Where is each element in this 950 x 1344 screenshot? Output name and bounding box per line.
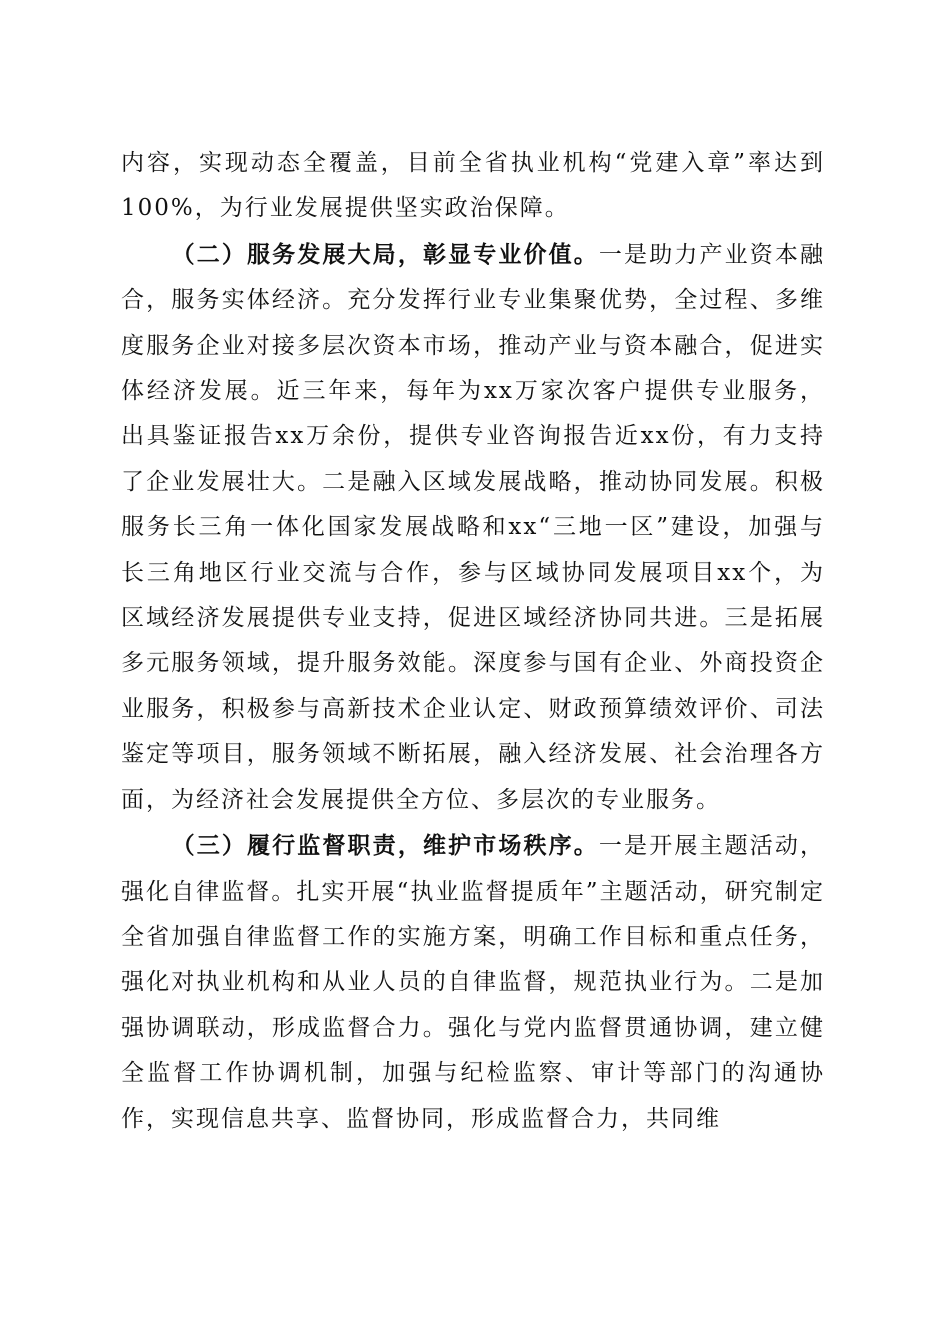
document-body: [121, 141, 825, 1142]
paragraph-text: 内容，实现动态全覆盖，目前全省执业机构“党建入章”率达到100%，为行业发展提供坚实政治保障。: [121, 150, 825, 222]
paragraph-text: 一是开展主题活动，强化自律监督。扎实开展“执业监督提质年”主题活动，研究制定全省加强自律监督工作的实施方案，明确工作目标和重点任务，强化对执业机构和从业人员的自律监督，规范执业行为。二是加强协调联动，形成监督合力。强化与党内监督贯通协调，建立健全监督工作协调机制，加强与纪检监察、审计等部门的沟通协作，实现信息共享、监督协同，形成监督合力，共同维: [121, 833, 826, 1132]
paragraph-continuation: [121, 141, 825, 232]
section-heading-three: （三）履行监督职责，维护市场秩序。: [171, 832, 599, 860]
paragraph-service-development: [121, 232, 825, 823]
paragraph-text: 一是助力产业资本融合，服务实体经济。充分发挥行业专业集聚优势，全过程、多维度服务企业对接多层次资本市场，推动产业与资本融合，促进实体经济发展。近三年来，每年为xx万家次客户提供专业服务，出具鉴证报告xx万余份，提供专业咨询报告近xx份，有力支持了企业发展壮大。二是融入区域发展战略，推动协同发展。积极服务长三角一体化国家发展战略和xx“三地一区”建设，加强与长三角地区行业交流与合作，参与区域协同发展项目xx个，为区域经济发展提供专业支持，促进区域经济协同共进。三是拓展多元服务领域，提升服务效能。深度参与国有企业、外商投资企业服务，积极参与高新技术企业认定、财政预算绩效评价、司法鉴定等项目，服务领域不断拓展，融入经济发展、社会治理各方面，为经济社会发展提供全方位、多层次的专业服务。: [121, 241, 826, 813]
section-heading-two: （二）服务发展大局，彰显专业价值。: [171, 240, 599, 268]
paragraph-supervision: [121, 823, 825, 1142]
